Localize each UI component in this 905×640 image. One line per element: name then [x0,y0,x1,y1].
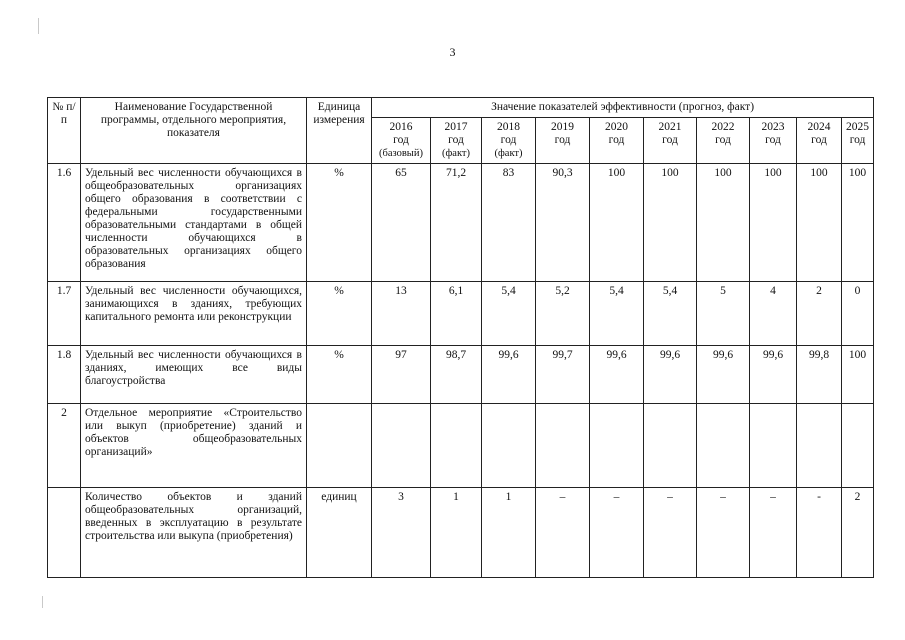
value-cell: 6,1 [431,282,482,346]
header-year-status: (факт) [494,147,523,159]
header-year-value: 2024 [807,120,831,133]
header-year-2023 [750,117,797,163]
value-cell [750,404,797,488]
row-number: 2 [48,404,81,488]
header-year-unit: год [765,134,781,147]
header-values-group: Значение показателей эффективности (прогноз, факт) [372,98,874,118]
value-cell: 1 [431,488,482,578]
header-year-value: 2020 [605,120,628,133]
indicator-name: Количество объектов и зданий общеобразовательных организаций, введенных в эксплуатацию в результате строительства или выкупа (приобретения) [81,488,307,578]
value-cell [372,404,431,488]
value-cell: 98,7 [431,346,482,404]
value-cell: 99,8 [797,346,842,404]
value-cell: 99,6 [482,346,536,404]
header-year-2017 [431,117,482,163]
value-cell: 3 [372,488,431,578]
value-cell: 0 [842,282,874,346]
scan-margin-mark [38,18,39,34]
header-year-unit: год [811,134,827,147]
value-cell: 99,6 [590,346,644,404]
value-cell: 83 [482,164,536,282]
value-cell: – [750,488,797,578]
value-cell: 90,3 [536,164,590,282]
value-cell [590,404,644,488]
header-year-2024 [797,117,842,163]
row-number: 1.7 [48,282,81,346]
value-cell: 100 [644,164,697,282]
value-cell: 71,2 [431,164,482,282]
header-year-value: 2022 [711,120,735,133]
header-year-unit: год [715,134,731,147]
header-year-2025 [842,117,874,163]
row-number: 1.6 [48,164,81,282]
value-cell: 99,7 [536,346,590,404]
value-cell: - [797,488,842,578]
header-year-2020 [590,117,644,163]
value-cell: 2 [842,488,874,578]
value-cell: 4 [750,282,797,346]
header-num: № п/п [48,98,81,164]
unit-cell [307,404,372,488]
header-year-status: (факт) [441,147,470,159]
value-cell: – [697,488,750,578]
row-number: 1.8 [48,346,81,404]
value-cell: 97 [372,346,431,404]
value-cell: 100 [750,164,797,282]
unit-cell: % [307,346,372,404]
header-year-unit: год [849,134,866,147]
header-year-value: 2016 [389,120,413,133]
value-cell: – [644,488,697,578]
header-year-value: 2018 [497,120,520,133]
value-cell: – [536,488,590,578]
indicator-name: Удельный вес численности обучающихся в зданиях, имеющих все виды благоустройства [81,346,307,404]
header-year-value: 2025 [846,120,870,133]
value-cell: 99,6 [750,346,797,404]
scan-margin-mark [42,596,43,608]
header-year-unit: год [662,134,678,147]
header-year-unit: год [608,134,625,147]
table-row [48,346,874,404]
value-cell: 65 [372,164,431,282]
header-name: Наименование Государственной программы, отдельного мероприятия, показателя [81,98,307,164]
value-cell [842,404,874,488]
value-cell: 5 [697,282,750,346]
value-cell: 100 [842,346,874,404]
header-year-value: 2023 [761,120,785,133]
header-year-unit: год [393,134,409,147]
header-year-2018 [482,117,536,163]
value-cell: 5,4 [482,282,536,346]
value-cell [697,404,750,488]
indicator-name: Удельный вес численности обучающихся, занимающихся в зданиях, требующих капитального ремонта или реконструкции [81,282,307,346]
value-cell: 5,4 [644,282,697,346]
value-cell: 100 [590,164,644,282]
value-cell [797,404,842,488]
value-cell [536,404,590,488]
page-number: 3 [449,45,456,59]
table-header-row [48,98,874,118]
value-cell: 5,2 [536,282,590,346]
unit-cell: % [307,282,372,346]
header-year-value: 2019 [551,120,574,133]
value-cell: 99,6 [644,346,697,404]
table-row [48,282,874,346]
header-year-value: 2017 [444,120,468,133]
value-cell: 100 [842,164,874,282]
value-cell: – [590,488,644,578]
value-cell: 2 [797,282,842,346]
value-cell: 100 [697,164,750,282]
header-year-unit: год [500,134,517,147]
unit-cell: единиц [307,488,372,578]
header-year-status: (базовый) [379,147,423,159]
value-cell: 100 [797,164,842,282]
value-cell: 1 [482,488,536,578]
table-row [48,164,874,282]
table-row [48,488,874,578]
value-cell [482,404,536,488]
value-cell: 5,4 [590,282,644,346]
header-year-unit: год [448,134,464,147]
indicator-name: Отдельное мероприятие «Строительство или выкуп (приобретение) зданий и объектов общеобразовательных организаций» [81,404,307,488]
value-cell [431,404,482,488]
value-cell: 99,6 [697,346,750,404]
header-year-unit: год [554,134,571,147]
header-year-2016 [372,117,431,163]
header-year-2022 [697,117,750,163]
value-cell [644,404,697,488]
header-year-2021 [644,117,697,163]
table-row [48,404,874,488]
unit-cell: % [307,164,372,282]
header-year-2019 [536,117,590,163]
header-year-value: 2021 [658,120,682,133]
value-cell: 13 [372,282,431,346]
row-number [48,488,81,578]
indicators-table [47,97,874,578]
header-unit: Единица измерения [307,98,372,164]
indicator-name: Удельный вес численности обучающихся в общеобразовательных организациях общего образования в соответствии с федеральными государственными образовательными стандартами в общей численности обучающихся в образовательных организациях общего образования [81,164,307,282]
